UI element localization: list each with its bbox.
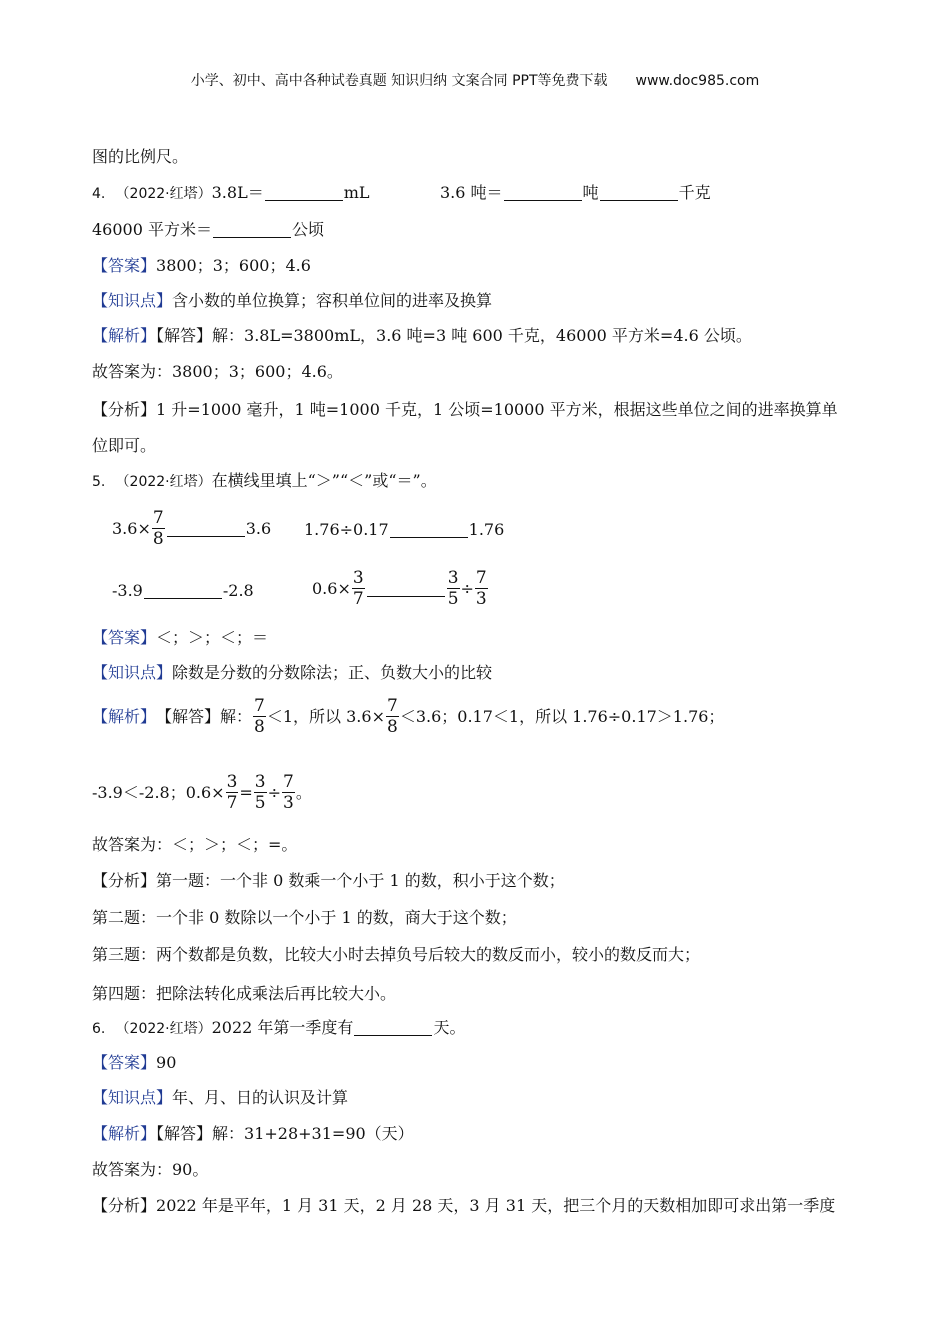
answer-blank[interactable] (265, 184, 343, 201)
fraction: $\frac{7}{3}$ (283, 772, 294, 813)
fraction: $\frac{3}{7}$ (352, 568, 364, 609)
knowledge-line: 【知识点】含小数的单位换算；容积单位间的进率及换算 (92, 291, 493, 310)
explanation-tag: 【解析】 (92, 1124, 157, 1143)
analysis-line: 第二题：一个非 0 数除以一个小于 1 的数，商大于这个数； (92, 908, 517, 927)
fraction: $\frac{3}{5}$ (447, 568, 459, 609)
answer-blank[interactable] (354, 1019, 432, 1036)
answer-tag: 【答案】 (92, 628, 157, 647)
expr-row-1: 3.6× $\frac{7}{8}$ 3.6 (112, 508, 272, 549)
question-5: 5. （2022·红塔）在横线里填上“＞”“＜”或“＝”。 (92, 471, 437, 490)
answer-blank[interactable] (213, 221, 291, 238)
header-text: 小学、初中、高中各种试卷真题 知识归纳 文案合同 PPT等免费下载 (190, 73, 608, 89)
explanation-line: 【解析】 【解答】解： $\frac{7}{8}$ ＜1，所以 3.6× $\frac{7}{8}$ ＜3.6；0.17＜1，所以 1.76÷0.17＞1.76； (92, 696, 725, 737)
explanation-line: 【解析】【解答】解：3.8L=3800mL，3.6 吨=3 吨 600 千克，46000 平方米=4.6 公顷。 (92, 326, 752, 345)
knowledge-tag: 【知识点】 (92, 1088, 173, 1107)
fraction: $\frac{7}{8}$ (254, 696, 265, 737)
text-line: 图的比例尺。 (92, 147, 189, 166)
analysis-line: 第四题：把除法转化成乘法后再比较大小。 (92, 984, 397, 1003)
explanation-line-cont: -3.9＜-2.8；0.6× $\frac{3}{7}$ = $\frac{3}{5}$ ÷ $\frac{7}{3}$ 。 (92, 772, 312, 813)
expr-2: 1.76÷0.17 1.76 (304, 520, 505, 539)
answer-tag: 【答案】 (92, 1053, 157, 1072)
fraction: $\frac{3}{7}$ (226, 772, 238, 813)
answer-blank[interactable] (600, 184, 678, 201)
answer-line: 【答案】＜；＞；＜；＝ (92, 628, 269, 647)
answer-blank[interactable] (504, 184, 582, 201)
knowledge-line: 【知识点】年、月、日的认识及计算 (92, 1088, 349, 1107)
analysis-line: 【分析】1 升=1000 毫升，1 吨=1000 千克，1 公顷=10000 平方米，根据这些单位之间的进率换算单 (92, 400, 838, 419)
explanation-tag: 【解析】 (92, 326, 157, 345)
fraction: $\frac{7}{8}$ (152, 508, 164, 549)
page-header (0, 70, 950, 90)
fraction: $\frac{7}{3}$ (475, 568, 487, 609)
answer-blank[interactable] (167, 520, 245, 537)
answer-tag: 【答案】 (92, 256, 157, 275)
conclusion-line: 故答案为：＜；＞；＜；=。 (92, 835, 298, 854)
knowledge-tag: 【知识点】 (92, 663, 173, 682)
conclusion-line: 故答案为：3800；3；600；4.6。 (92, 362, 343, 381)
expr-3: -3.9 -2.8 (112, 581, 254, 600)
question-4: 4. （2022·红塔）3.8L＝ mL (92, 183, 370, 202)
answer-blank[interactable] (367, 580, 445, 597)
analysis-tag: 【分析】 (92, 400, 157, 419)
explanation-line: 【解析】【解答】解：31+28+31=90（天） (92, 1124, 414, 1143)
fraction: $\frac{3}{5}$ (254, 772, 266, 813)
answer-line: 【答案】90 (92, 1053, 177, 1072)
knowledge-line: 【知识点】除数是分数的分数除法；正、负数大小的比较 (92, 663, 493, 682)
conclusion-line: 故答案为：90。 (92, 1160, 209, 1179)
answer-line: 【答案】3800；3；600；4.6 (92, 256, 311, 275)
expr-4: 0.6× $\frac{3}{7}$ $\frac{3}{5}$ ÷ $\frac{7}{3}$ (312, 568, 487, 609)
question-4-part-c: 46000 平方米＝ 公顷 (92, 220, 325, 239)
analysis-line: 第三题：两个数都是负数，比较大小时去掉负号后较大的数反而小，较小的数反而大； (92, 945, 701, 964)
analysis-line: 【分析】第一题：一个非 0 数乘一个小于 1 的数，积小于这个数； (92, 871, 565, 890)
answer-blank[interactable] (390, 521, 468, 538)
header-url[interactable]: www.doc985.com (635, 73, 760, 89)
analysis-line: 【分析】2022 年是平年，1 月 31 天，2 月 28 天，3 月 31 天，把三个月的天数相加即可求出第一季度 (92, 1196, 836, 1215)
analysis-tag: 【分析】 (92, 1196, 157, 1215)
question-4-part-b: 3.6 吨＝ 吨 千克 (440, 183, 711, 202)
question-6: 6. （2022·红塔）2022 年第一季度有 天。 (92, 1018, 466, 1037)
knowledge-tag: 【知识点】 (92, 291, 173, 310)
analysis-line-cont: 位即可。 (92, 436, 157, 455)
analysis-tag: 【分析】 (92, 871, 157, 890)
explanation-tag: 【解析】 (92, 706, 157, 726)
fraction: $\frac{7}{8}$ (386, 696, 398, 737)
answer-blank[interactable] (144, 582, 222, 599)
